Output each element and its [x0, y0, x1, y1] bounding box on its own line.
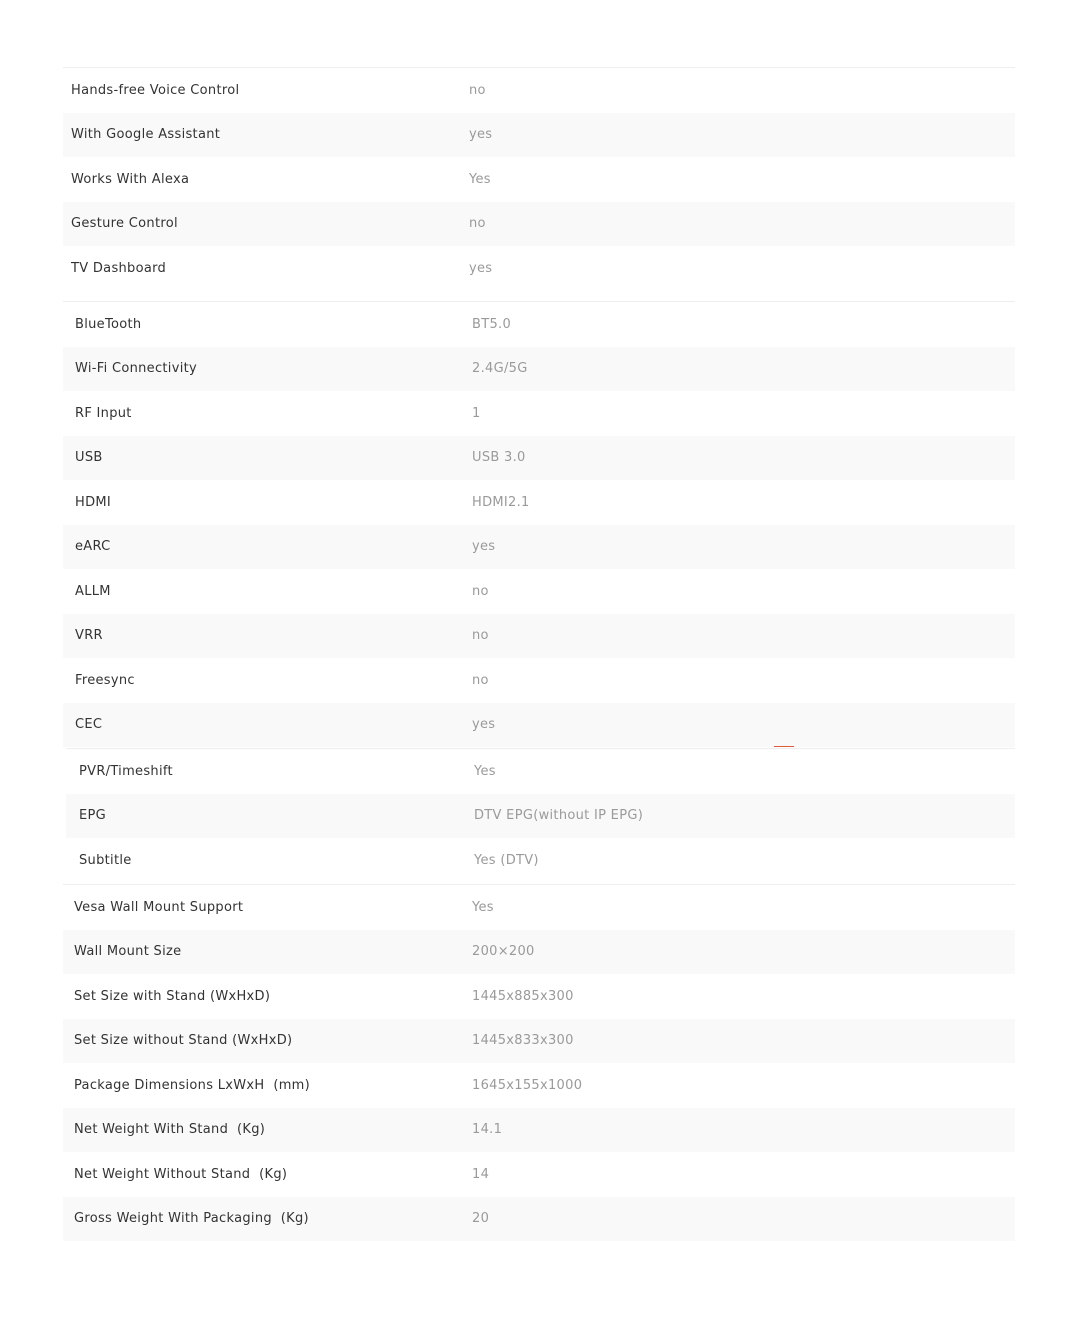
spec-row	[63, 347, 1015, 392]
spec-label: Freesync	[75, 672, 135, 688]
spec-row	[63, 113, 1015, 158]
spec-label: eARC	[75, 539, 111, 555]
spec-label: TV Dashboard	[71, 260, 167, 276]
spec-label: Works With Alexa	[71, 171, 190, 187]
spec-value: Yes	[472, 899, 494, 915]
spec-value: yes	[472, 717, 496, 733]
spec-row	[63, 480, 1015, 525]
spec-value: 200×200	[472, 944, 535, 960]
spec-value: BT5.0	[472, 316, 512, 332]
spec-value: 20	[472, 1211, 490, 1227]
spec-label: Gross Weight With Packaging (Kg)	[74, 1211, 309, 1227]
spec-value: Yes	[474, 763, 496, 779]
spec-value: USB 3.0	[472, 450, 526, 466]
spec-label: Gesture Control	[71, 216, 178, 232]
spec-row	[63, 1152, 1015, 1197]
spec-value: 2.4G/5G	[472, 361, 528, 377]
spec-value: no	[469, 82, 486, 98]
spec-row	[66, 749, 1015, 794]
spec-value: 1445x833x300	[472, 1033, 574, 1049]
spec-value: no	[469, 216, 486, 232]
spec-row	[63, 703, 1015, 748]
spec-label: Net Weight Without Stand (Kg)	[74, 1166, 288, 1182]
spec-value: Yes (DTV)	[474, 852, 539, 868]
spec-value: no	[472, 583, 489, 599]
spec-row	[63, 525, 1015, 570]
spec-value: yes	[469, 127, 493, 143]
spec-value: DTV EPG(without IP EPG)	[474, 808, 644, 824]
spec-value: HDMI2.1	[472, 494, 530, 510]
spec-label: VRR	[75, 628, 103, 644]
spec-row	[63, 1063, 1015, 1108]
spec-row	[63, 614, 1015, 659]
spec-row	[63, 1019, 1015, 1064]
spec-label: BlueTooth	[75, 316, 142, 332]
spec-label: Package Dimensions LxWxH (mm)	[74, 1077, 311, 1093]
spec-label: RF Input	[75, 405, 132, 421]
spec-label: Wi-Fi Connectivity	[75, 361, 198, 377]
spec-label: Subtitle	[79, 852, 132, 868]
spec-row	[63, 302, 1015, 347]
spec-row	[63, 1108, 1015, 1153]
spec-label: Hands-free Voice Control	[71, 82, 240, 98]
spec-value: 1445x885x300	[472, 988, 574, 1004]
spec-label: CEC	[75, 717, 103, 733]
spec-row	[63, 391, 1015, 436]
spec-value: Yes	[469, 171, 491, 187]
spec-label: Vesa Wall Mount Support	[74, 899, 244, 915]
spec-row	[63, 202, 1015, 247]
spec-value: yes	[469, 260, 493, 276]
spec-value: 1	[472, 405, 481, 421]
spec-row	[63, 246, 1015, 291]
spec-group-connectivity	[63, 301, 1015, 747]
spec-group-broadcast	[66, 748, 1015, 883]
spec-row	[63, 569, 1015, 614]
spec-group-dimensions	[63, 884, 1015, 1241]
spec-row	[63, 974, 1015, 1019]
spec-row	[63, 885, 1015, 930]
spec-row	[63, 1197, 1015, 1242]
spec-label: PVR/Timeshift	[79, 763, 173, 779]
spec-row	[63, 436, 1015, 481]
spec-label: ALLM	[75, 583, 111, 599]
spec-value: no	[472, 628, 489, 644]
spec-row	[63, 658, 1015, 703]
spec-value: 14	[472, 1166, 490, 1182]
spec-row	[63, 68, 1015, 113]
spec-label: Wall Mount Size	[74, 944, 182, 960]
spec-label: Net Weight With Stand (Kg)	[74, 1122, 266, 1138]
spec-value: 14.1	[472, 1122, 503, 1138]
spec-row	[66, 838, 1015, 883]
spec-label: USB	[75, 450, 103, 466]
spec-label: HDMI	[75, 494, 112, 510]
spec-row	[63, 157, 1015, 202]
spec-group-smart-features	[63, 67, 1015, 291]
spec-row	[63, 930, 1015, 975]
spec-value: 1645x155x1000	[472, 1077, 583, 1093]
spec-label: With Google Assistant	[71, 127, 221, 143]
spec-label: Set Size with Stand (WxHxD)	[74, 988, 271, 1004]
spec-value: yes	[472, 539, 496, 555]
spec-row	[66, 794, 1015, 839]
spec-value: no	[472, 672, 489, 688]
spec-label: Set Size without Stand (WxHxD)	[74, 1033, 293, 1049]
spec-label: EPG	[79, 808, 107, 824]
accent-mark	[774, 746, 794, 747]
